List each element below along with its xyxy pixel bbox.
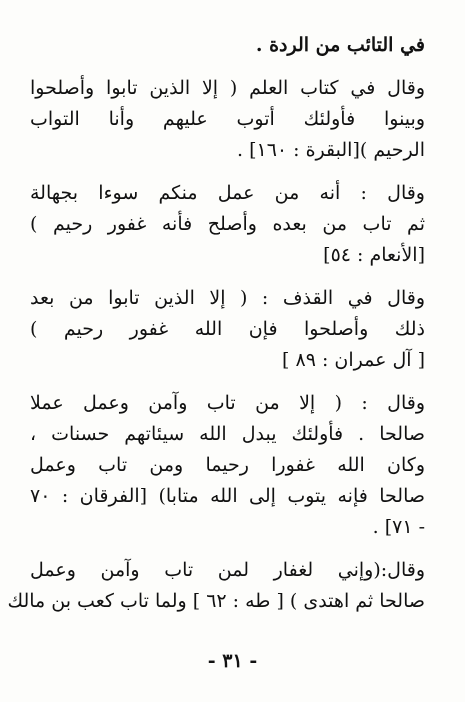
- body-text: [7, 30, 425, 617]
- paragraph-6-line-2: صالحا ثم اهتدى ) [ طه : ٦٢ ] ولما تاب كعب بن مالك: [7, 590, 425, 612]
- paragraph-4-line-1: وقال في القذف : ( إلا الذين تابوا من بعد: [30, 287, 425, 309]
- paragraph-5-line-2: صالحا . فأولئك يبدل الله سيئاتهم حسنات ،: [30, 423, 425, 445]
- paragraph-gap: [30, 376, 425, 388]
- paragraph-2-line-1: وقال في كتاب العلم ( إلا الذين تابوا وأصلحوا: [30, 77, 425, 99]
- paragraph-gap: [30, 543, 425, 555]
- paragraph-gap: [30, 166, 425, 178]
- paragraph-3-line-1: وقال : أنه من عمل منكم سوءا بجهالة: [30, 182, 425, 204]
- paragraph-6-line-1: وقال:(وإني لغفار لمن تاب وآمن وعمل: [30, 559, 425, 581]
- paragraph-2-line-3: الرحيم )[البقرة : ١٦٠] .: [237, 139, 425, 161]
- paragraph-gap: [30, 271, 425, 283]
- paragraph-4-line-3: [ آل عمران : ٨٩ ]: [282, 349, 425, 371]
- paragraph-3-line-3: [الأنعام : ٥٤]: [323, 244, 425, 266]
- heading-line: في التائب من الردة .: [255, 34, 425, 56]
- page-number: - ٣١ -: [207, 650, 258, 672]
- paragraph-5-line-1: وقال : ( إلا من تاب وآمن وعمل عملا: [30, 392, 425, 414]
- paragraph-3-line-2: ثم تاب من بعده وأصلح فأنه غفور رحيم ): [30, 213, 425, 235]
- paragraph-5-line-5: - ٧١] .: [372, 516, 425, 538]
- paragraph-2-line-2: وبينوا فأولئك أتوب عليهم وأنا التواب: [30, 108, 425, 130]
- paragraph-5-line-3: وكان الله غفورا رحيما ومن تاب وعمل: [30, 454, 425, 476]
- paragraph-gap: [30, 61, 425, 73]
- paragraph-5-line-4: صالحا فإنه يتوب إلى الله متابا) [الفرقان : ٧٠: [30, 485, 425, 507]
- paragraph-4-line-2: ذلك وأصلحوا فإن الله غفور رحيم ): [30, 318, 425, 340]
